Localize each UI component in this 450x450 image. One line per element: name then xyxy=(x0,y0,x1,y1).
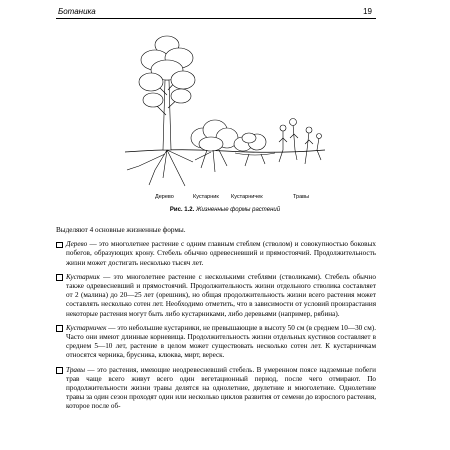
herbs-drawing xyxy=(279,119,322,165)
running-header xyxy=(56,5,376,19)
term: Кустарничек xyxy=(66,323,107,332)
definition: — это многолетнее растение с одним главным стеблем (стволом) и совокупностью боковых побегов, образующих крону. Стебель обычно одревесневший и прямостоячий. Продолжительность жизни может достигать несколько тысяч лет. xyxy=(66,240,376,267)
dwarf-shrub-drawing xyxy=(234,133,275,166)
tree-trunk xyxy=(163,80,171,150)
shrub-drawing xyxy=(191,120,238,172)
caption-number: Рис. 1.2. xyxy=(169,207,195,213)
intro-paragraph: Выделяют 4 основные жизненные формы. xyxy=(56,226,186,234)
figure-life-forms xyxy=(115,20,330,205)
definition: — это растения, имеющие неодревесневший стебель. В умеренном поясе надземные побеги трав чаще всего живут всего один вегетационный период, после чего отмирают. По продолжительности жизни травы делятся на однолетние, двулетние и многолетние. Однолетние травы за один сезон проходят один или несколько циклов развития от семени до взрослого растения, которое после об- xyxy=(66,365,376,411)
herb-stems xyxy=(283,124,319,150)
label-tree: Дерево xyxy=(155,194,174,200)
page-number: 19 xyxy=(363,7,372,16)
definition: — это многолетнее растение с несколькими стеблями (стволиками). Стебель обычно также одревесневший и прямостоячий. Продолжительность жизни отдельного стволика составляет от 2 (малина) до 20—25 лет (орешник), но общая продолжительность жизни всего растения может составлять несколько сотен лет. Необходимо отметить, что в зависимости от условий произрастания некоторые растения могут быть либо кустарниками, либо деревьями (например, рябина). xyxy=(66,272,376,318)
term: Травы xyxy=(66,365,85,374)
list-item-herbs xyxy=(56,366,376,412)
checkbox-bullet-icon xyxy=(56,367,63,374)
label-dwarf-shrub: Кустарничек xyxy=(231,194,263,200)
tree-roots xyxy=(127,150,193,186)
list-item-dwarf-shrub xyxy=(56,324,376,361)
list-item-tree xyxy=(56,240,376,268)
term: Кустарник xyxy=(66,272,100,281)
checkbox-bullet-icon xyxy=(56,242,63,249)
checkbox-bullet-icon xyxy=(56,274,63,281)
life-forms-illustration xyxy=(115,20,330,205)
label-herbs: Травы xyxy=(293,194,310,200)
term: Дерево xyxy=(66,240,88,249)
definition: — это небольшие кустарники, не превышающие в высоту 50 см (в среднем 10—30 см). Часто они имеют длинные корневища. Продолжительность жизни отдельных кустиков составляет в среднем 5—10 лет, растение в целом может существовать несколько сотен лет. К кустарничкам относятся черника, брусника, клюква, мирт, вереск. xyxy=(66,323,376,360)
tree-drawing xyxy=(127,36,195,186)
caption-text: Жизненные формы растений xyxy=(195,207,281,213)
list-item-shrub xyxy=(56,273,376,319)
body-text xyxy=(56,226,376,417)
rhizome xyxy=(235,153,275,155)
running-title: Ботаника xyxy=(58,7,96,16)
shrub-roots xyxy=(195,150,227,172)
figure-caption xyxy=(0,207,450,213)
label-shrub: Кустарник xyxy=(193,194,219,200)
checkbox-bullet-icon xyxy=(56,325,63,332)
